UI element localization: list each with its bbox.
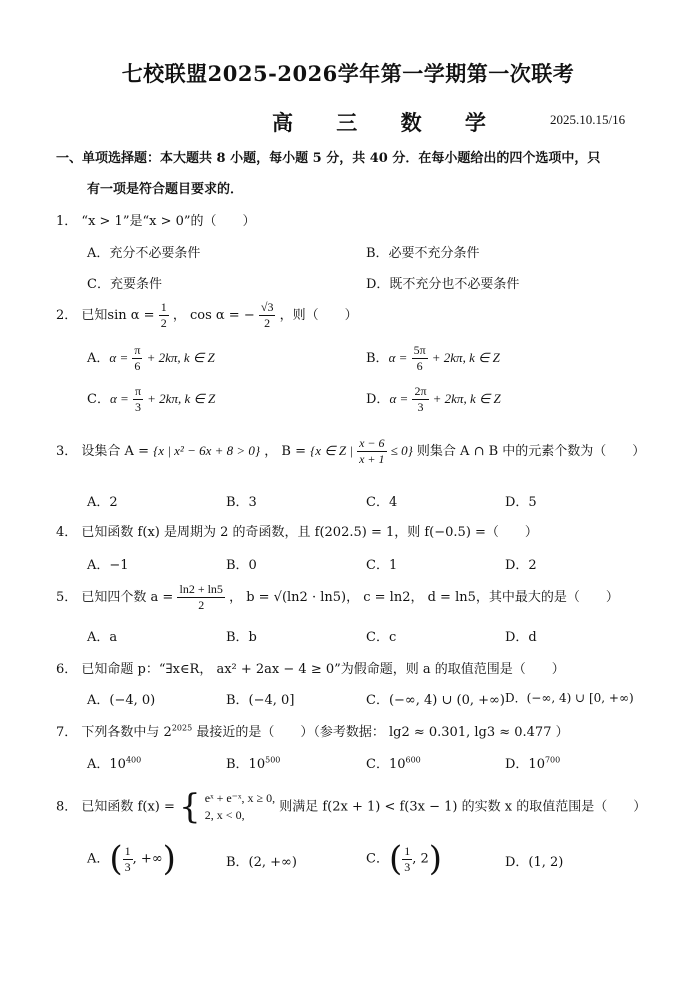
q7-option-b[interactable]: B．$10^{500}$ [226,755,281,772]
subject-heading: 高 三 数 学 [272,110,504,135]
exponent: 2025 [171,723,193,733]
q2-option-a[interactable]: A．α = $\frac{\pi}{6}$ + 2kπ, k ∈ Z [87,343,215,373]
stem-part: 下列各数中与 2 [81,725,172,740]
q1-option-a[interactable]: A．充分不必要条件 [87,246,201,261]
question-4 [56,521,538,540]
q5-option-c[interactable]: C．c [366,630,397,645]
question-2 [56,300,358,331]
q6-option-b[interactable]: B．(−4, 0] [226,693,295,708]
question-number: 2． [56,308,78,323]
question-7 [56,721,569,740]
question-number: 7． [56,725,78,740]
q4-option-c[interactable]: C．1 [366,558,398,573]
question-number: 4． [56,525,78,540]
q4-option-b[interactable]: B．0 [226,558,257,573]
question-number: 1． [56,214,78,229]
stem-part: 则集合 A ∩ B 中的元素个数为（ ） [416,444,646,459]
stem-part: 已知sin α = [81,308,155,323]
q4-option-a[interactable]: A．−1 [87,558,129,573]
q2-option-c[interactable]: C．α = $\frac{\pi}{3}$ + 2kπ, k ∈ Z [87,384,216,414]
question-stem: 已知命题 p：“∃x∈R， ax² + 2ax − 4 ≥ 0”为假命题，则 a 的取值范围是（ ） [81,662,565,677]
q1-option-b[interactable]: B．必要不充分条件 [366,246,480,261]
section-instructions-cont: 有一项是符合题目要求的． [87,182,244,197]
question-number: 6． [56,662,78,677]
question-8 [56,787,647,827]
section-instructions: 一、单项选择题：本大题共 8 小题，每小题 5 分，共 40 分．在每小题给出的四个选项中，只 [56,151,601,166]
stem-part: ， b = √(ln2 · ln5)， c = ln2， d = ln5，其中最大的是（ ） [229,590,619,605]
question-number: 5． [56,590,78,605]
question-number: 8． [56,799,78,815]
q6-option-a[interactable]: A．(−4, 0) [87,693,156,708]
q8-option-a[interactable]: A．( $\frac{1}{3}$ , +∞) [87,839,176,879]
fraction-sin: $\frac{1}{2}$ [160,300,167,330]
q6-option-d[interactable]: D．(−∞, 4) ∪ [0, +∞) [505,691,634,705]
question-3 [56,436,645,467]
exam-title: 七校联盟2025-2026学年第一学期第一次联考 [121,61,575,86]
q6-option-c[interactable]: C．(−∞, 4) ∪ (0, +∞) [366,693,505,708]
stem-part: ， cos α = − [172,308,255,323]
q7-option-c[interactable]: C．$10^{600}$ [366,755,421,772]
fraction-cos: $\frac{√3}{2}$ [260,300,274,330]
q7-option-a[interactable]: A．$10^{400}$ [87,755,142,772]
question-6 [56,658,565,677]
q5-option-b[interactable]: B．b [226,630,257,645]
question-5 [56,582,619,613]
question-number: 3． [56,444,78,459]
q2-option-d[interactable]: D．α = $\frac{2\pi}{3}$ + 2kπ, k ∈ Z [366,384,501,414]
piecewise-function: eˣ + e⁻ˣ, x ≥ 0, 2, x < 0, [204,791,276,822]
q8-option-d[interactable]: D．(1, 2) [505,855,564,870]
question-1 [56,210,256,229]
q1-option-d[interactable]: D．既不充分也不必要条件 [366,277,520,292]
q8-option-b[interactable]: B．(2, +∞) [226,855,297,870]
q4-option-d[interactable]: D．2 [505,558,537,573]
q1-option-c[interactable]: C．充要条件 [87,277,162,292]
stem-part: ， B = [264,444,306,459]
fraction-set-b: $\frac{x - 6}{x + 1}$ [359,436,385,466]
q3-option-c[interactable]: C．4 [366,495,398,510]
stem-part: 已知四个数 a = [81,590,174,605]
q3-option-a[interactable]: A．2 [87,495,118,510]
q8-option-c[interactable]: C．( $\frac{1}{3}$ , 2) [366,839,443,879]
set-b-right: ≤ 0} [390,443,413,458]
q3-option-b[interactable]: B．3 [226,495,257,510]
set-b-left: {x ∈ Z | [310,443,353,458]
exam-date: 2025.10.15/16 [550,112,626,127]
stem-part: 设集合 A = [81,444,149,459]
left-brace-icon: { [179,787,201,827]
stem-part: 最接近的是（ ）（参考数据： lg2 ≈ 0.301, lg3 ≈ 0.477 ） [196,725,569,740]
q5-option-a[interactable]: A．a [87,630,118,645]
q7-option-d[interactable]: D．$10^{700}$ [505,755,561,772]
question-stem: “x > 1”是“x > 0”的（ ） [81,214,256,229]
stem-part: ，则（ ） [279,308,358,323]
q3-option-d[interactable]: D．5 [505,495,537,510]
set-a: {x | x² − 6x + 8 > 0} [153,443,261,458]
q5-option-d[interactable]: D．d [505,630,537,645]
q2-option-b[interactable]: B．α = $\frac{5\pi}{6}$ + 2kπ, k ∈ Z [366,343,500,373]
stem-part: 已知函数 f(x) = [81,799,175,815]
stem-part: 则满足 f(2x + 1) < f(3x − 1) 的实数 x 的取值范围是（ ） [279,799,647,815]
question-stem: 已知函数 f(x) 是周期为 2 的奇函数，且 f(202.5) = 1，则 f(−0.5) =（ ） [81,525,538,540]
fraction-a: $\frac{\ln 2 + \ln 5}{2}$ [179,582,223,612]
